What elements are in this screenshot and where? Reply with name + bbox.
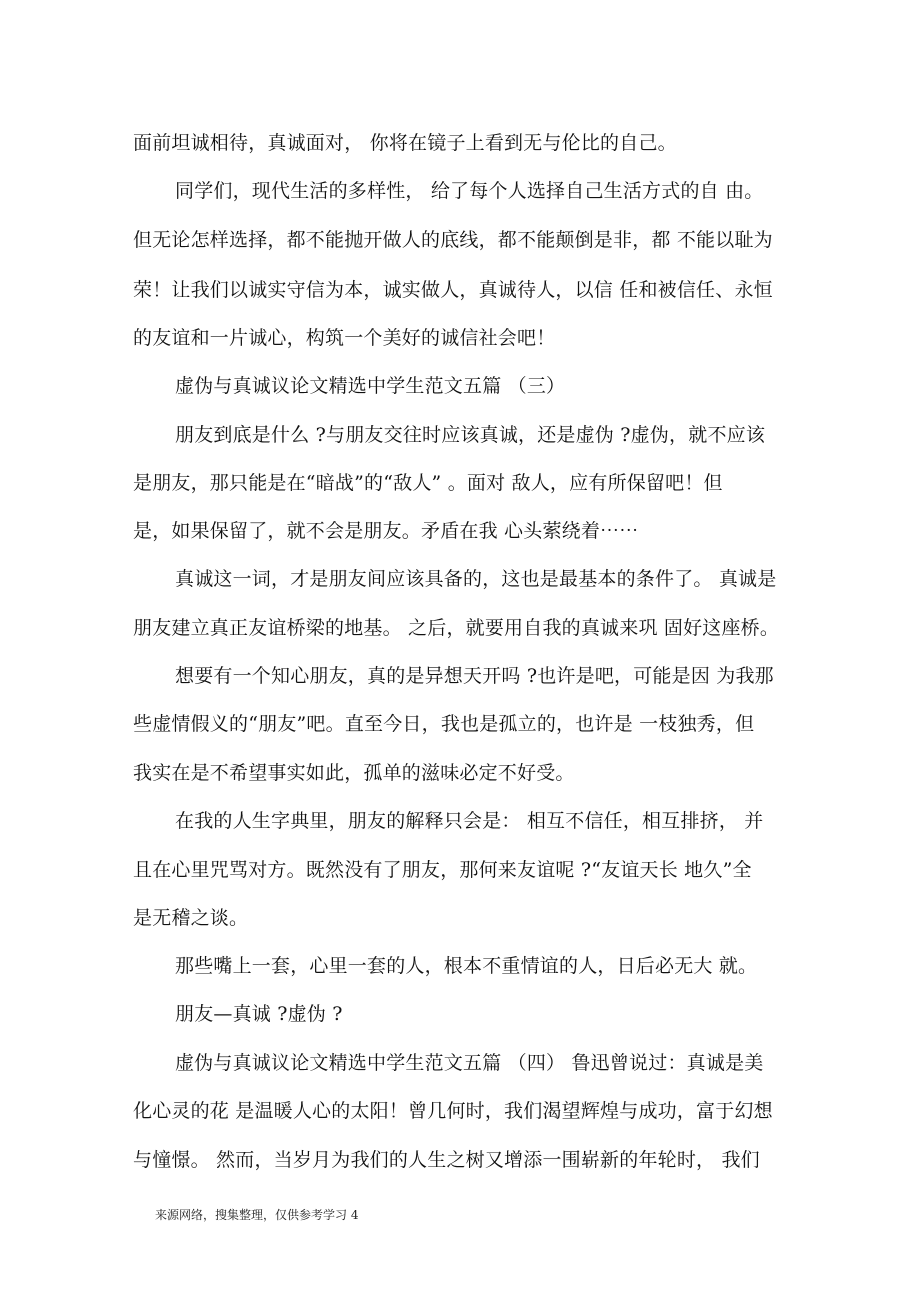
text-line: 朋友建立真正友谊桥梁的地基。 之后，就要用自我的真诚来巩 固好这座桥。	[133, 617, 780, 639]
text-line: 朋友—真诚 ?虚伪 ?	[175, 1003, 343, 1025]
section-heading: 虚伪与真诚议论文精选中学生范文五篇 （四） 鲁迅曾说过：真诚是美	[175, 1052, 764, 1074]
text-line: 与憧憬。 然而，当岁月为我们的人生之树又增添一围崭新的年轮时， 我们	[133, 1149, 760, 1171]
section-heading: 虚伪与真诚议论文精选中学生范文五篇 （三）	[175, 375, 566, 397]
text-line: 荣！让我们以诚实守信为本，诚实做人，真诚待人，以信 任和被信任、永恒	[133, 279, 773, 301]
text-line: 且在心里咒骂对方。既然没有了朋友，那何来友谊呢 ?“友谊天长 地久”全	[133, 859, 752, 881]
text-line: 在我的人生字典里，朋友的解释只会是： 相互不信任，相互排挤， 并	[175, 810, 764, 832]
text-line: 真诚这一词，才是朋友间应该具备的，这也是最基本的条件了。 真诚是	[175, 568, 777, 590]
text-line: 是，如果保留了，就不会是朋友。矛盾在我 心头萦绕着⋯⋯	[133, 520, 639, 542]
text-line: 朋友到底是什么 ?与朋友交往时应该真诚，还是虚伪 ?虚伪，就不应该	[175, 424, 766, 446]
text-line: 的友谊和一片诚心，构筑一个美好的诚信社会吧！	[133, 327, 556, 349]
page-footer: 来源网络，搜集整理，仅供参考学习 4	[155, 1208, 359, 1222]
text-line: 是无稽之谈。	[133, 907, 249, 929]
text-line: 想要有一个知心朋友，真的是异想天开吗 ?也许是吧，可能是因 为我那	[175, 665, 774, 687]
text-line: 面前坦诚相待，真诚面对， 你将在镜子上看到无与伦比的自己。	[133, 132, 677, 154]
text-line: 那些嘴上一套，心里一套的人，根本不重情谊的人，日后必无大 就。	[175, 955, 758, 977]
text-line: 些虚情假义的“朋友”吧。直至今日，我也是孤立的，也许是 一枝独秀，但	[133, 713, 755, 735]
text-line: 我实在是不希望事实如此，孤单的滋味必定不好受。	[133, 762, 575, 784]
text-line: 是朋友，那只能是在“暗战”的“敌人” 。面对 敌人，应有所保留吧！但	[133, 472, 723, 494]
text-line: 同学们，现代生活的多样性， 给了每个人选择自己生活方式的自 由。	[175, 180, 764, 202]
text-line: 但无论怎样选择，都不能抛开做人的底线，都不能颠倒是非，都 不能以耻为	[133, 229, 773, 251]
text-line: 化心灵的花 是温暖人心的太阳！曾几何时，我们渴望辉煌与成功，富于幻想	[133, 1100, 773, 1122]
